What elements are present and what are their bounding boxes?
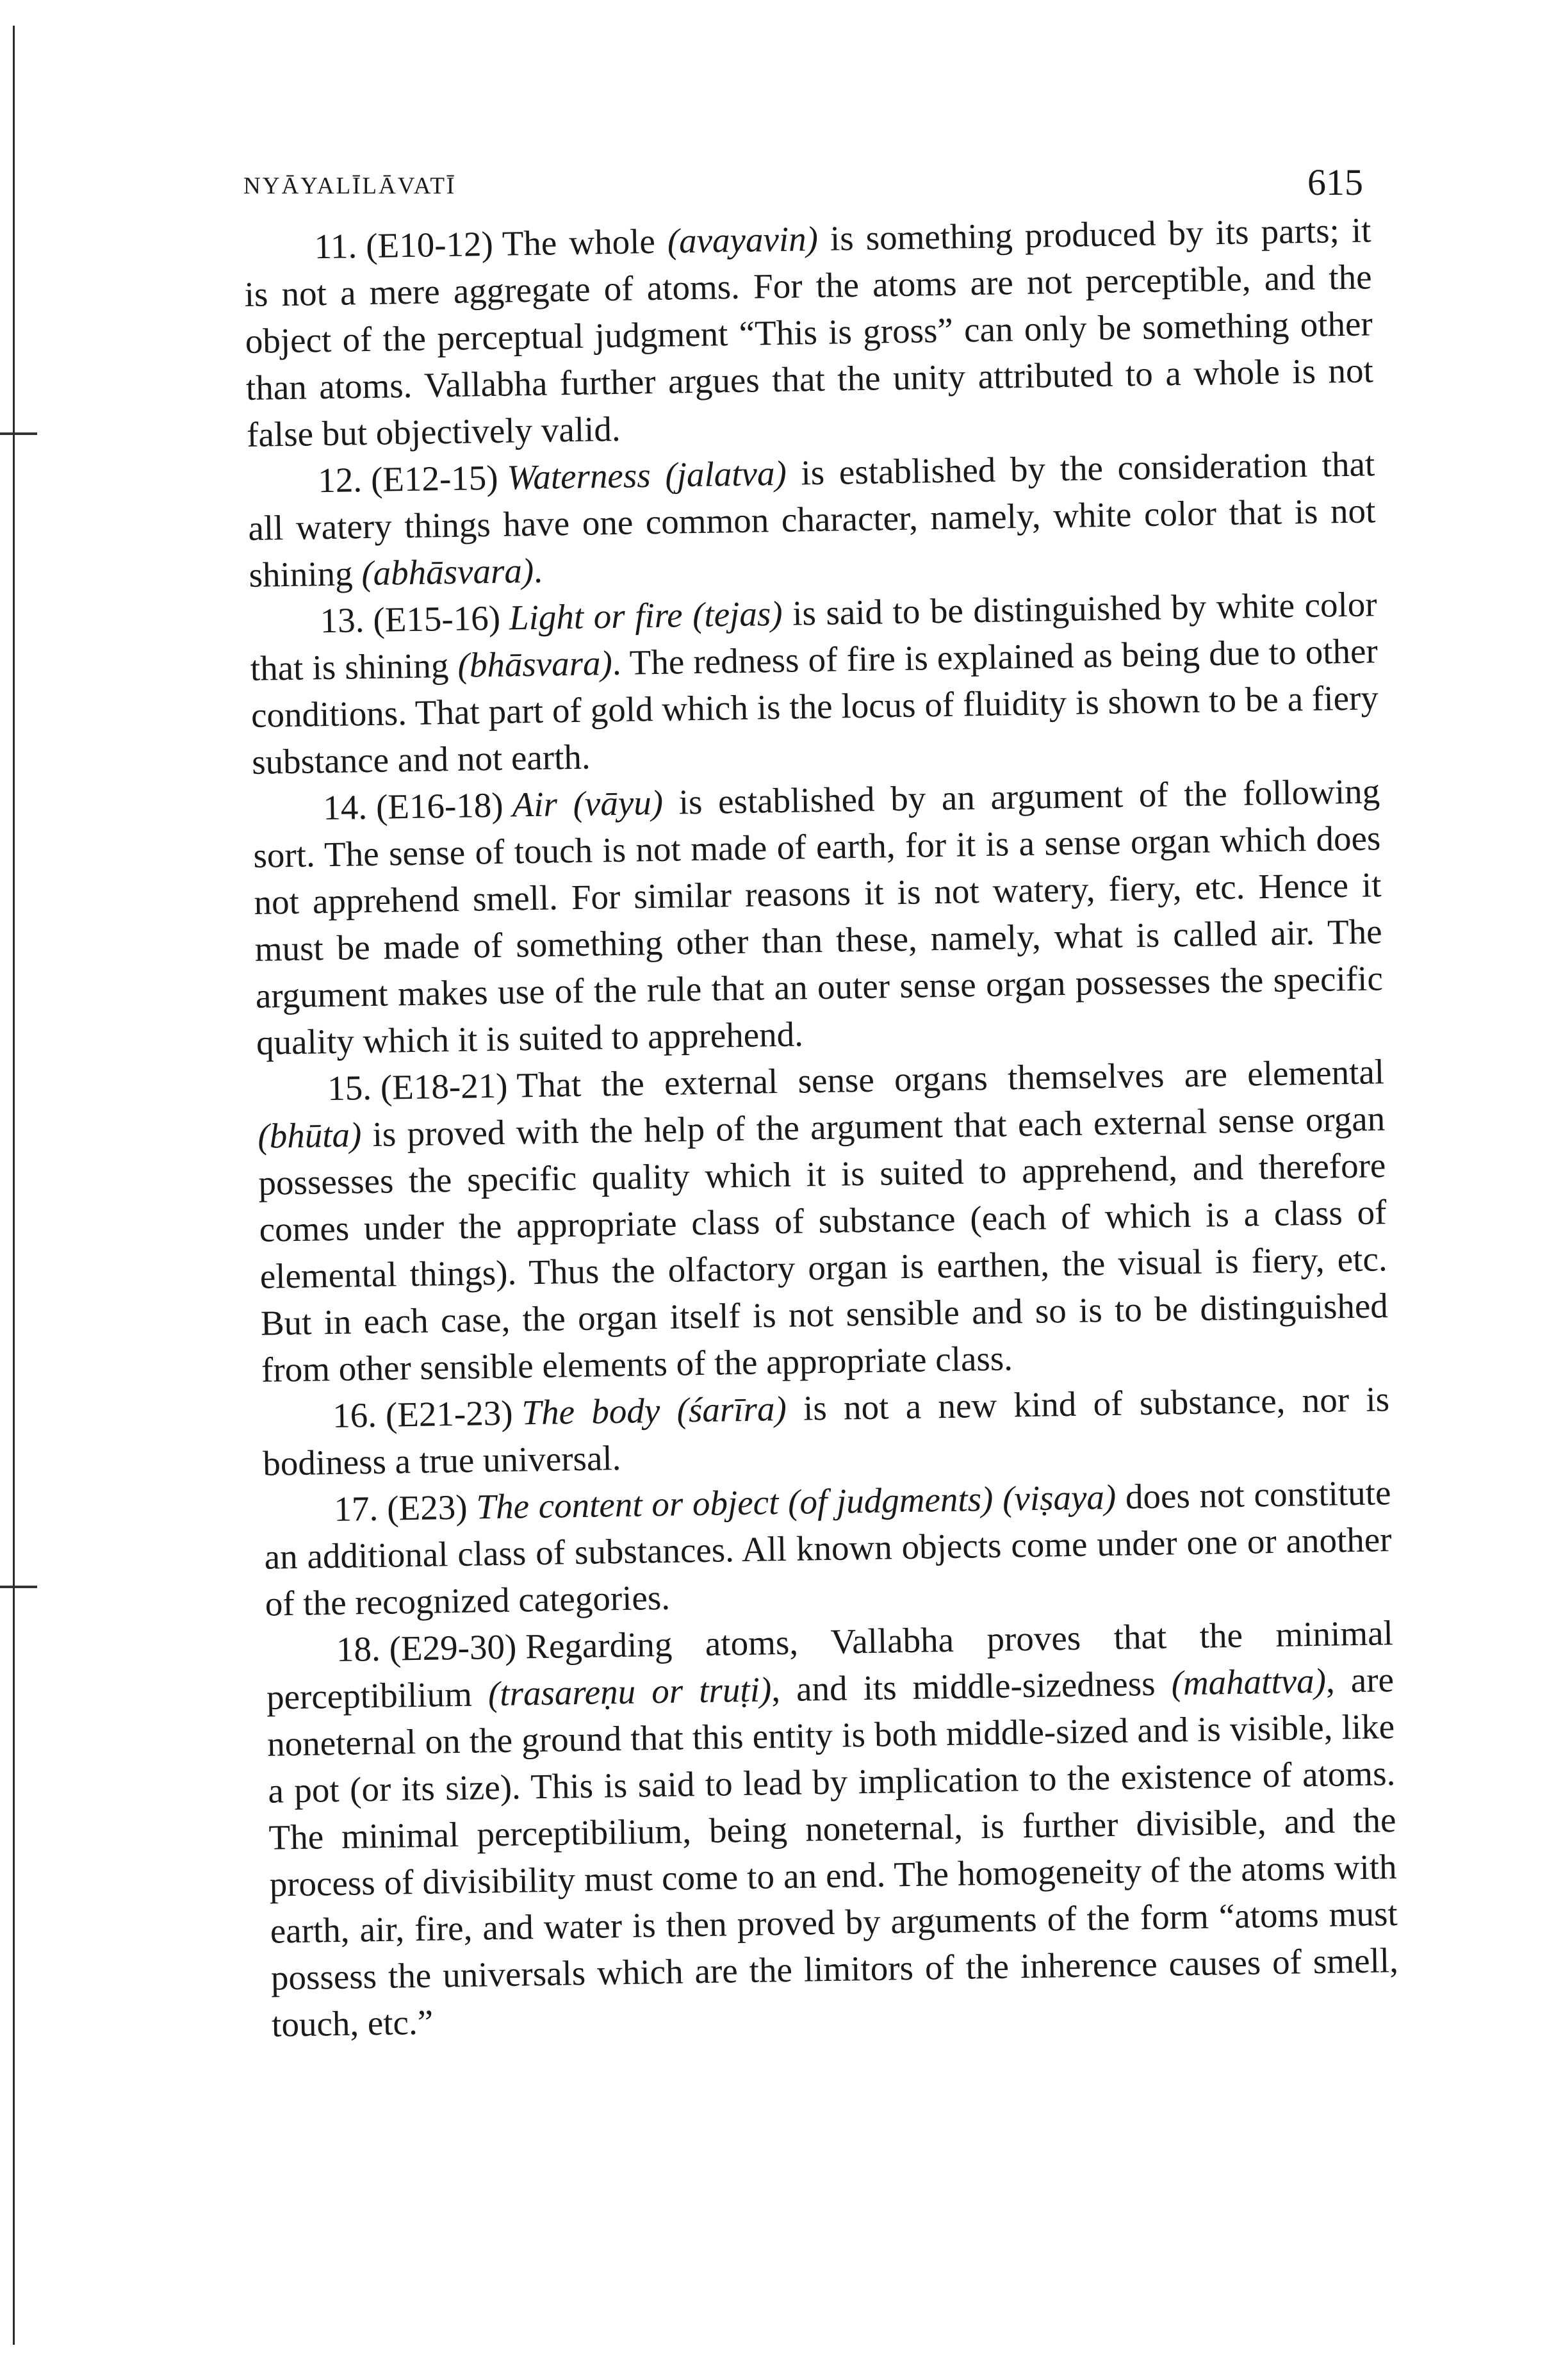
paragraph-reference: (E23) <box>386 1487 468 1528</box>
text-run: Regarding atoms, Vallabha proves that the minimal perceptibilium <box>266 1613 1394 1717</box>
italic-term: (abhāsvara) <box>361 550 534 593</box>
page-edge-mark <box>0 1586 37 1588</box>
paragraph-reference: (E16-18) <box>375 785 504 826</box>
text-run: is something produced by its parts; it is not a mere aggregate of atoms. For the atoms are not perceptible, and the object of the perceptual judgment “This is gross” can only be something other than atoms. Vallabha further argues that the unity attributed to a whole is not false but objectively valid. <box>244 210 1374 454</box>
italic-term: (mahattva) <box>1171 1661 1327 1703</box>
paragraph-reference: (E12-15) <box>370 457 499 499</box>
text-run: is established by the consideration that all watery things have one common character, namely, white color that is not shining <box>247 444 1376 595</box>
text-run: is established by an argument of the following sort. The sense of touch is not made of earth, for it is a sense organ which does not apprehend smell. For similar reasons it is not watery, fiery, etc. Hence it must be made of something other than these, namely, what is called air. The argument makes use of the rule that an outer sense organ possesses the specific quality which it is suited to apprehend. <box>253 771 1384 1062</box>
page-number: 615 <box>1307 161 1363 203</box>
paragraph-reference: (E18-21) <box>380 1065 508 1107</box>
paragraph <box>263 1469 1393 1627</box>
paragraph <box>243 206 1375 458</box>
italic-term: The content or object <box>475 1482 779 1527</box>
text-run <box>557 784 573 823</box>
text-run: The whole <box>502 221 668 263</box>
text-run: does not constitute an additional class of substances. All known objects come under one or another of the recognized categories. <box>264 1473 1392 1623</box>
paragraph-number: 14. <box>322 787 368 828</box>
paragraph-number: 15. <box>327 1068 372 1108</box>
italic-term: (śarīra) <box>676 1388 787 1430</box>
running-head: NYĀYALĪLĀVATĪ <box>243 173 457 199</box>
page-edge-mark <box>0 432 37 435</box>
italic-term: (viṣaya) <box>1002 1477 1117 1518</box>
body-text <box>243 206 1400 2048</box>
text-run: That the external sense organs themselves are elemental <box>516 1052 1385 1105</box>
italic-term: (bhūta) <box>257 1115 362 1156</box>
italic-term: (avayavin) <box>667 218 819 261</box>
text-run <box>660 1391 677 1430</box>
paragraph-reference: (E29-30) <box>389 1627 517 1668</box>
text-run: is proved with the help of the argument that each external sense organ possesses the specific quality which it is suited to apprehend, and therefore comes under the appropriate class of substance (each of which is a class of elemental things). Thus the olfactory organ is earthen, the visual is fiery, etc. But in each case, the organ itself is not sensible and so is to be distinguished from other sensible elements of the appropriate class. <box>258 1099 1389 1390</box>
paragraph-reference: (E10-12) <box>365 224 494 265</box>
italic-term: (trasareṇu or truṭi) <box>487 1670 772 1714</box>
italic-term: The body <box>521 1391 660 1432</box>
text-run <box>778 1482 789 1522</box>
italic-term: Air <box>512 784 558 825</box>
paragraph-number: 11. <box>314 226 357 267</box>
page-edge-line <box>13 26 15 2345</box>
paragraph <box>252 767 1384 1066</box>
italic-term: Waterness <box>507 455 651 497</box>
paragraph-number: 18. <box>336 1629 381 1669</box>
paragraph-reference: (E21-23) <box>385 1393 513 1434</box>
italic-term: Light or fire <box>509 595 683 637</box>
paragraph <box>257 1048 1389 1393</box>
italic-term: (jalatva) <box>664 453 787 495</box>
paragraph-number: 16. <box>332 1395 377 1436</box>
paragraph-number: 17. <box>334 1488 379 1529</box>
paragraph <box>265 1609 1399 2048</box>
paragraph <box>249 580 1379 785</box>
italic-term: (tejas) <box>692 593 783 635</box>
text-run <box>993 1479 1003 1518</box>
text-run: . The redness of fire is explained as being due to other conditions. That part of gold which is the locus of fluidity is shown to be a fiery substance and not earth. <box>250 631 1379 782</box>
text-run: , and its middle-sizedness <box>771 1663 1172 1709</box>
paragraph <box>247 440 1377 598</box>
text-run <box>682 595 693 634</box>
text-run: is said to be distinguished by white color that is shining <box>250 584 1378 688</box>
italic-term: (of judgments) <box>787 1479 994 1522</box>
italic-term: (vāyu) <box>573 782 664 824</box>
text-run <box>650 455 666 495</box>
paragraph-number: 12. <box>317 460 363 500</box>
paragraph-reference: (E15-16) <box>372 598 501 639</box>
paragraph <box>262 1375 1391 1487</box>
text-run: is not a new kind of substance, nor is bodiness a true universal. <box>262 1379 1390 1483</box>
text-run: , are noneternal on the ground that this entity is both middle-sized and is visible, like a pot (or its size). This is said to lead by implication to the existence of atoms. The minimal perceptibilium, being noneternal, is further divisible, and the process of divisibility must come to an end. The homogeneity of the atoms with earth, air, fire, and water is then proved by arguments of the form “atoms must possess the universals which are the limitors of the inherence causes of smell, touch, etc.” <box>266 1660 1399 2044</box>
page-header <box>243 146 1371 204</box>
text-run: . <box>533 550 543 590</box>
italic-term: (bhāsvara) <box>457 643 613 685</box>
paragraph-number: 13. <box>320 600 364 641</box>
